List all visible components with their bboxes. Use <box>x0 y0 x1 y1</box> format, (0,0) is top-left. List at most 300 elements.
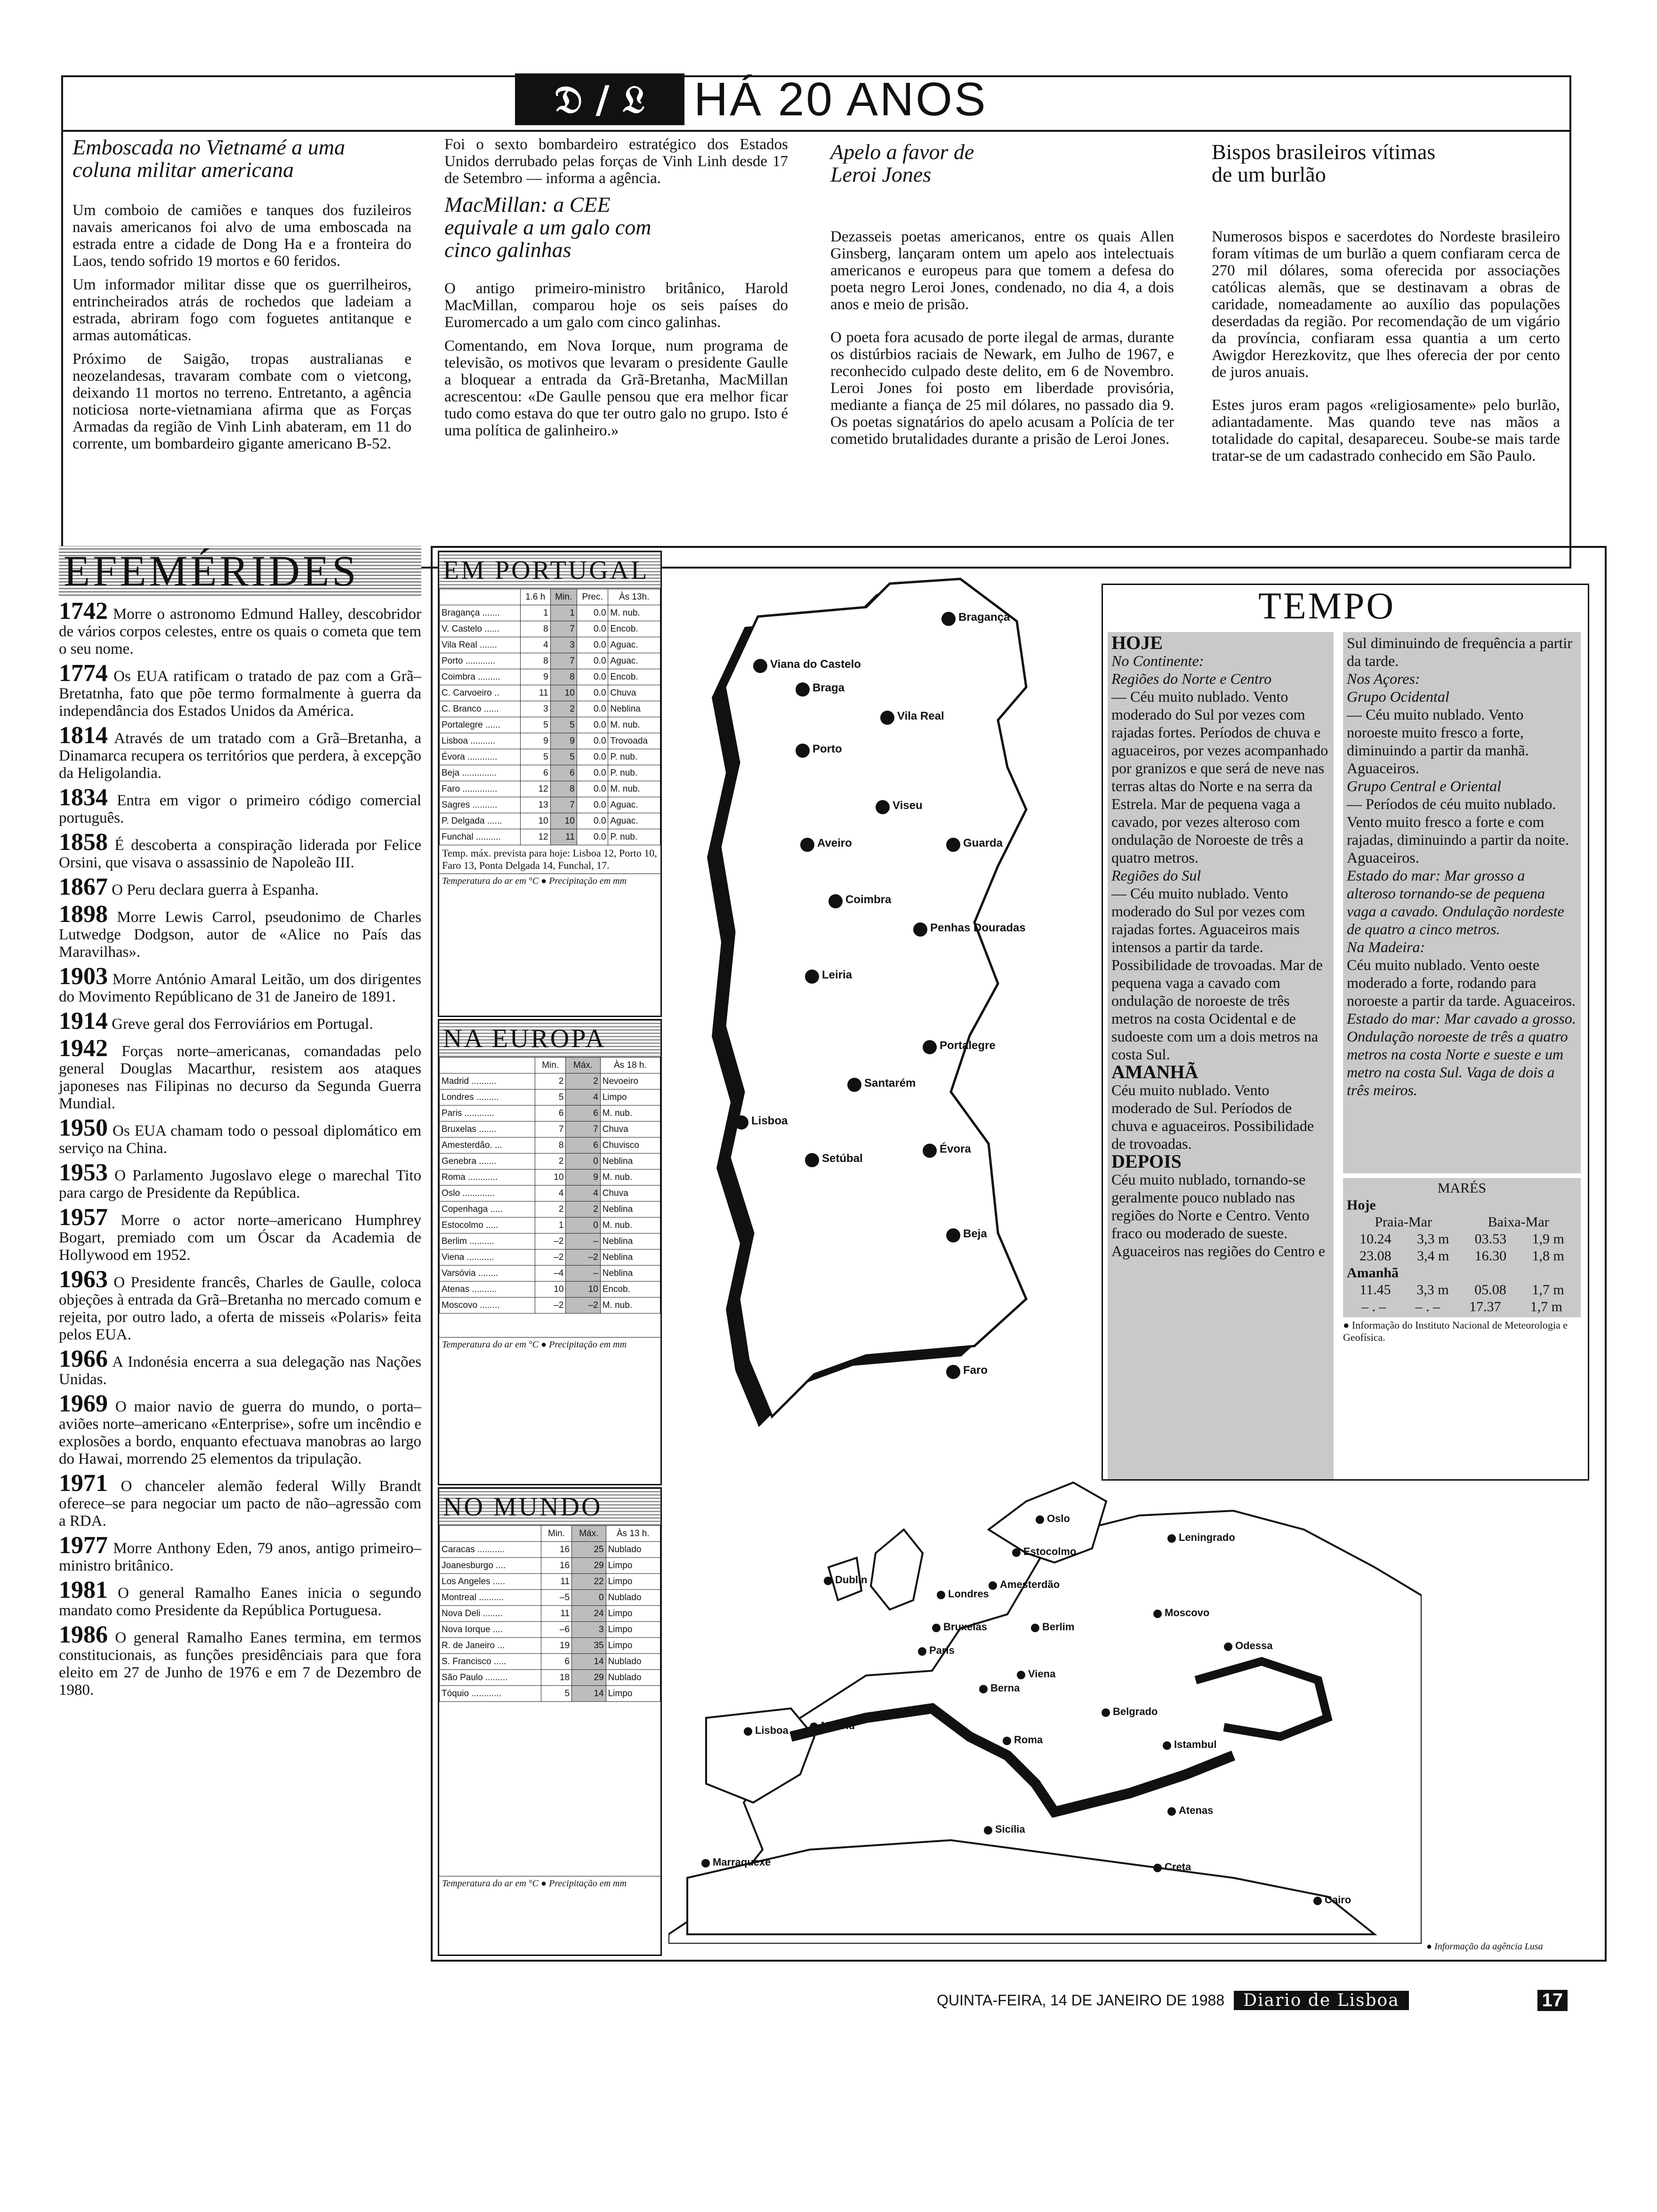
efemeride-item <box>59 1114 422 1157</box>
table-cell: 16 <box>541 1542 572 1558</box>
efemeride-text: Os EUA ratificam o tratado de paz com a Grã–Bretatnha, fato que põe termo formalmente à guerra da independância dos Estados Unidos da América. <box>59 668 422 720</box>
table-cell: 0 <box>566 1154 600 1170</box>
efemeride-year: 1867 <box>59 874 108 900</box>
efemeride-item <box>59 1390 421 1468</box>
table-cell: Aguac. <box>608 813 660 829</box>
table-cell: –2 <box>535 1298 566 1314</box>
table-cell: 6 <box>550 765 577 781</box>
efemeride-text: Morre o astronomo Edmund Halley, descobridor de vários corpos celestes, entre os quais o cometa que tem o seu nome. <box>59 606 422 657</box>
city-label: Coimbra <box>845 893 892 906</box>
mares-cell: 03.53 <box>1474 1231 1507 1247</box>
table-cell: 0.0 <box>577 701 608 717</box>
table-cell: Madrid .......... <box>440 1074 535 1090</box>
mundo-caption: Temperatura do ar em °C ● Precipitação em mm <box>439 1876 660 1891</box>
column-header: Máx. <box>566 1058 600 1074</box>
table-cell: 5 <box>520 717 550 733</box>
europa-table <box>439 1057 660 1314</box>
city-marker <box>923 1040 937 1054</box>
efemeride-year: 1914 <box>59 1008 108 1034</box>
city-marker <box>1224 1643 1232 1651</box>
table-cell: –2 <box>535 1250 566 1266</box>
table-cell: Portalegre ...... <box>440 717 521 733</box>
mundo-table <box>439 1525 660 1702</box>
no-continente: No Continente: <box>1111 652 1204 669</box>
city-label: Moscovo <box>1165 1607 1210 1619</box>
efemeride-year: 1966 <box>59 1346 108 1372</box>
table-cell: 0 <box>566 1218 600 1234</box>
city-marker <box>796 682 810 697</box>
efemeride-text: Greve geral dos Ferroviários em Portugal. <box>112 1016 373 1033</box>
efemeride-year: 1969 <box>59 1390 108 1417</box>
tempo-col2 <box>1343 632 1581 1173</box>
efemeride-year: 1977 <box>59 1532 108 1559</box>
article-title: MacMillan: a CEE equivale a um galo com cinco galinhas <box>444 192 652 262</box>
table-cell: Bragança ....... <box>440 605 521 621</box>
table-cell: 1 <box>550 605 577 621</box>
table-cell: Tóquio ............ <box>440 1686 541 1702</box>
logo-dl: 𝔇 / 𝔏 <box>515 73 684 125</box>
efemeride-text: Morre Lewis Carrol, pseudonimo de Charles Lutwedge Dodgson, autor de «Alice no País das Maravilhas». <box>59 909 422 961</box>
table-cell: Faro .............. <box>440 781 521 797</box>
table-cell: 7 <box>566 1122 600 1138</box>
city-label: Creta <box>1165 1861 1191 1873</box>
table-cell: – <box>566 1234 600 1250</box>
efemeride-item <box>59 660 422 720</box>
article-bispos <box>1212 141 1560 471</box>
table-row <box>440 1638 660 1654</box>
city-label: Belgrado <box>1113 1706 1158 1717</box>
table-cell: 11 <box>541 1574 572 1590</box>
mares-cell: 1,7 m <box>1530 1299 1562 1314</box>
efemerides-list <box>59 598 422 1699</box>
portugal-title: EM PORTUGAL <box>439 552 660 589</box>
amanha-heading: AMANHÃ <box>1111 1061 1199 1082</box>
city-marker <box>1167 1807 1176 1816</box>
table-cell: Atenas .......... <box>440 1282 535 1298</box>
article-vietnam <box>72 136 411 459</box>
table-row <box>440 1202 660 1218</box>
table-cell: Évora ............ <box>440 749 521 765</box>
table-cell: 0.0 <box>577 749 608 765</box>
table-cell: 29 <box>572 1558 606 1574</box>
table-row <box>440 1234 660 1250</box>
table-row <box>440 621 660 637</box>
table-row <box>440 605 660 621</box>
table-cell: 10 <box>535 1170 566 1186</box>
table-cell: 2 <box>566 1074 600 1090</box>
table-cell: 3 <box>572 1622 606 1638</box>
forecast-text: Céu muito nublado. Vento oeste moderado a forte, rodando para noroeste a partir da tarde. Aguaceiros. <box>1347 956 1576 1009</box>
forecast-text: — Céu muito nublado. Vento moderado do Sul por vezes com rajadas fortes. Períodos de chuva e aguaceiros, por vezes acompanhado por granizos e que será de neve nas terras altas do Norte e na serra da Estrela. Mar de pequena vaga a cavado, por vezes alteroso com ondulação de Noroeste de três a quatro metros. <box>1111 688 1328 866</box>
table-row <box>440 765 660 781</box>
table-cell: 4 <box>566 1090 600 1106</box>
table-cell: 2 <box>550 701 577 717</box>
city-marker <box>847 1078 861 1092</box>
table-cell: 2 <box>535 1074 566 1090</box>
table-cell: 0.0 <box>577 813 608 829</box>
column-header <box>440 1526 541 1542</box>
city-marker <box>1003 1737 1011 1745</box>
table-row <box>440 797 660 813</box>
table-cell: Nevoeiro <box>600 1074 660 1090</box>
efemeride-item <box>59 1266 421 1344</box>
mares-amanha: Amanhã <box>1347 1265 1399 1281</box>
city-marker <box>734 1115 748 1130</box>
efemeride-year: 1981 <box>59 1577 108 1603</box>
city-label: Lisboa <box>755 1724 788 1736</box>
table-cell: Neblina <box>600 1250 660 1266</box>
mares-cell: 1,8 m <box>1532 1248 1564 1264</box>
efemeride-text: O Parlamento Jugoslavo elege o marechal Tito para cargo de Presidente da República. <box>59 1167 421 1202</box>
table-cell: 1 <box>535 1218 566 1234</box>
efemeride-text: O maior navio de guerra do mundo, o porta–aviões norte–americano «Enterprise», sofre um incêndio e explosões a bordo, enquanto efectuava manobras ao largo do Hawai, morrendo 25 elementos da tripulação. <box>59 1398 421 1467</box>
column-header: 1.6 h <box>520 589 550 605</box>
table-cell: 29 <box>572 1670 606 1686</box>
table-cell: Nublado <box>606 1670 660 1686</box>
table-cell: Montreal .......... <box>440 1590 541 1606</box>
table-cell: 0.0 <box>577 797 608 813</box>
city-label: Porto <box>812 743 842 755</box>
city-label: Berna <box>990 1682 1020 1694</box>
table-row <box>440 1186 660 1202</box>
column-header: Min. <box>550 589 577 605</box>
table-cell: M. nub. <box>608 605 660 621</box>
europe-map <box>668 1473 1422 1944</box>
paragraph: O antigo primeiro-ministro britânico, Harold MacMillan, comparou hoje os seis países do Euromercado a um galo com cinco galinhas. <box>444 280 788 331</box>
city-marker <box>805 970 819 984</box>
column-header: Prec. <box>577 589 608 605</box>
table-cell: P. nub. <box>608 765 660 781</box>
efemeride-item <box>59 901 422 961</box>
table-cell: Encob. <box>608 669 660 685</box>
column-header: Às 13 h. <box>606 1526 660 1542</box>
efemeride-year: 1971 <box>59 1470 108 1497</box>
table-row <box>440 1574 660 1590</box>
table-row <box>440 733 660 749</box>
table-cell: 8 <box>535 1138 566 1154</box>
table-cell: Coimbra ......... <box>440 669 521 685</box>
table-cell: Limpo <box>600 1090 660 1106</box>
hoje-heading: HOJE <box>1111 632 1163 653</box>
efemeride-text: Os EUA chamam todo o pessoal diplomático em serviço na China. <box>59 1122 422 1157</box>
table-cell: 10 <box>520 813 550 829</box>
city-marker <box>1167 1534 1176 1543</box>
table-cell: 5 <box>550 717 577 733</box>
table-cell: Beja .............. <box>440 765 521 781</box>
table-row <box>440 685 660 701</box>
mares-cell: 17.37 <box>1469 1299 1501 1314</box>
table-cell: Aguac. <box>608 797 660 813</box>
europa-caption: Temperatura do ar em °C ● Precipitação em mm <box>439 1337 660 1352</box>
table-cell: 14 <box>572 1654 606 1670</box>
mares-row <box>1347 1282 1577 1298</box>
column-header: Às 13h. <box>608 589 660 605</box>
paragraph: Próximo de Saigão, tropas australianas e neozelandesas, travaram combate com o vietcong, deixando 11 mortos no terreno. Entretanto, a agência noticiosa norte-vietnamiana afirma que as Forças Armadas da região de Vinh Linh abateram, em 11 do corrente, um bombardeiro gigante americano B-52. <box>72 351 411 452</box>
city-marker <box>1036 1515 1044 1524</box>
city-label: Beja <box>963 1227 987 1240</box>
portugal-caption: Temperatura do ar em °C ● Precipitação em mm <box>442 876 627 886</box>
efemeride-year: 1953 <box>59 1159 108 1186</box>
footer-paper: Diario de Lisboa <box>1234 1991 1409 2010</box>
column-header: Máx. <box>572 1526 606 1542</box>
table-cell: Limpo <box>606 1622 660 1638</box>
article-title: Apelo a favor de Leroi Jones <box>830 140 974 186</box>
mares-cell: 3,3 m <box>1416 1282 1449 1298</box>
table-cell: 12 <box>520 829 550 845</box>
city-label: Santarém <box>864 1077 916 1090</box>
mares-row <box>1347 1248 1577 1265</box>
table-cell: Amesterdão. ... <box>440 1138 535 1154</box>
table-cell: Aguac. <box>608 637 660 653</box>
article-title: Emboscada no Vietnamé a uma coluna militar americana <box>72 135 346 182</box>
efemeride-item <box>59 963 421 1006</box>
mundo-table-box <box>438 1487 662 1956</box>
efemeride-item <box>59 1346 421 1388</box>
table-row <box>440 749 660 765</box>
city-marker <box>1313 1897 1322 1905</box>
table-cell: M. nub. <box>600 1298 660 1314</box>
tempo-col1 <box>1108 632 1334 1479</box>
table-cell: 0.0 <box>577 765 608 781</box>
table-cell: 6 <box>566 1138 600 1154</box>
efemeride-year: 1903 <box>59 963 108 990</box>
efemeride-item <box>59 1035 422 1113</box>
city-label: Atenas <box>1179 1804 1214 1816</box>
table-cell: 9 <box>550 733 577 749</box>
table-row <box>440 1558 660 1574</box>
table-cell: 8 <box>550 669 577 685</box>
table-cell: 3 <box>520 701 550 717</box>
table-cell: 7 <box>550 621 577 637</box>
city-marker <box>828 894 843 908</box>
mares-cell: 11.45 <box>1359 1282 1391 1298</box>
masthead-title: HÁ 20 ANOS <box>694 72 988 126</box>
table-cell: 0.0 <box>577 653 608 669</box>
city-label: Leningrado <box>1179 1531 1235 1543</box>
table-cell: 0.0 <box>577 733 608 749</box>
table-cell: Porto ............ <box>440 653 521 669</box>
city-marker <box>876 800 890 814</box>
table-cell: Bruxelas ....... <box>440 1122 535 1138</box>
table-cell: Sagres .......... <box>440 797 521 813</box>
portugal-land <box>720 579 1026 1417</box>
table-cell: 11 <box>541 1606 572 1622</box>
efemeride-item <box>59 829 422 872</box>
table-cell: 0 <box>572 1590 606 1606</box>
mares-cell: 3,3 m <box>1416 1231 1449 1247</box>
city-marker <box>937 1591 945 1599</box>
table-cell: 5 <box>541 1686 572 1702</box>
table-cell: –2 <box>566 1298 600 1314</box>
table-row <box>440 653 660 669</box>
paragraph: Dezasseis poetas americanos, entre os quais Allen Ginsberg, lançaram ontem um apelo aos intelectuais americanos e europeus para que tomem a defesa do poeta negro Leroi Jones, condenado, no dia 4, a dois anos e meio de prisão. <box>830 228 1174 313</box>
table-cell: –2 <box>566 1250 600 1266</box>
efemeride-text: A Indonésia encerra a sua delegação nas Nações Unidas. <box>59 1354 421 1388</box>
table-cell: M. nub. <box>600 1218 660 1234</box>
nos-acores: Nos Açores: <box>1347 670 1420 687</box>
city-label: Aveiro <box>817 837 852 850</box>
mares-title: MARÉS <box>1437 1180 1487 1196</box>
tempo-box <box>1102 584 1589 1481</box>
table-cell: 19 <box>541 1638 572 1654</box>
table-cell: Nova Deli ........ <box>440 1606 541 1622</box>
city-label: Odessa <box>1235 1640 1273 1651</box>
efemeride-item <box>59 784 421 827</box>
table-cell: 5 <box>520 749 550 765</box>
portugal-map <box>668 565 1102 1450</box>
table-cell: Chuva <box>608 685 660 701</box>
table-cell: Neblina <box>600 1154 660 1170</box>
efemeride-year: 1858 <box>59 829 108 856</box>
forecast-text: Sul diminuindo de frequência a partir da tarde. <box>1347 634 1572 669</box>
table-cell: Los Angeles ..... <box>440 1574 541 1590</box>
table-cell: Viena ........... <box>440 1250 535 1266</box>
table-cell: S. Francisco ..... <box>440 1654 541 1670</box>
table-cell: 10 <box>550 813 577 829</box>
mares-cell: 3,4 m <box>1416 1248 1449 1264</box>
city-marker <box>946 838 960 852</box>
map-caption: ● Informação da agência Lusa <box>1426 1941 1543 1952</box>
efemeride-year: 1963 <box>59 1266 108 1293</box>
table-cell: Limpo <box>606 1558 660 1574</box>
table-cell: 7 <box>550 653 577 669</box>
table-row <box>440 637 660 653</box>
table-cell: M. nub. <box>600 1170 660 1186</box>
masthead <box>515 72 988 127</box>
table-row <box>440 669 660 685</box>
table-cell: 6 <box>541 1654 572 1670</box>
table-row <box>440 1266 660 1282</box>
city-marker <box>989 1581 997 1590</box>
table-row <box>440 1606 660 1622</box>
column-header <box>440 589 521 605</box>
city-marker <box>824 1577 832 1585</box>
column-header: Às 18 h. <box>600 1058 660 1074</box>
estado-mar: Estado do mar: Mar grosso a alteroso tornando-se de pequena vaga a cavado. Ondulação nordeste de quatro a cinco metros. <box>1347 867 1564 938</box>
portugal-table-box <box>438 551 662 1017</box>
table-row <box>440 1590 660 1606</box>
paragraph: O poeta fora acusado de porte ilegal de armas, durante os distúrbios raciais de Newark, em Julho de 1967, e reconhecido culpado deste delito, em 6 de Novembro. Leroi Jones foi posto em liberdade provisória, mediante a fiança de 25 mil dólares, no passado dia 9. Os poetas signatários do apelo acusam a Polícia de ter cometido brutalidades durante a prisão de Leroi Jones. <box>830 329 1174 448</box>
mares-cell: 1,9 m <box>1532 1231 1564 1247</box>
mares-cell: 1,7 m <box>1532 1282 1564 1298</box>
table-cell: R. de Janeiro ... <box>440 1638 541 1654</box>
city-label: Braga <box>812 681 845 694</box>
table-row <box>440 1298 660 1314</box>
norte-centro: Regiões do Norte e Centro <box>1111 670 1272 687</box>
mares-cell: – . – <box>1415 1299 1440 1314</box>
table-cell: Neblina <box>600 1266 660 1282</box>
table-cell: Limpo <box>606 1686 660 1702</box>
table-cell: Neblina <box>600 1234 660 1250</box>
table-cell: 0.0 <box>577 829 608 845</box>
table-cell: Chuva <box>600 1122 660 1138</box>
table-cell: Roma ............ <box>440 1170 535 1186</box>
portugal-note: Temp. máx. prevista para hoje: Lisboa 12, Porto 10, Faro 13, Ponta Delgada 14, Funchal, 17. <box>439 845 660 874</box>
city-label: Lisboa <box>751 1114 788 1127</box>
table-cell: 0.0 <box>577 685 608 701</box>
table-cell: Aguac. <box>608 653 660 669</box>
city-marker <box>753 659 767 673</box>
city-label: Penhas Douradas <box>930 922 1026 934</box>
table-cell: Nublado <box>606 1542 660 1558</box>
table-cell: Vila Real ....... <box>440 637 521 653</box>
table-row <box>440 813 660 829</box>
table-row <box>440 1654 660 1670</box>
table-cell: 22 <box>572 1574 606 1590</box>
efemeride-item <box>59 722 421 782</box>
table-cell: 8 <box>520 621 550 637</box>
table-row <box>440 1670 660 1686</box>
mares-row <box>1347 1298 1577 1315</box>
table-cell: Caracas ........... <box>440 1542 541 1558</box>
table-row <box>440 781 660 797</box>
mares-cell: 16.30 <box>1474 1248 1507 1264</box>
table-cell: 16 <box>541 1558 572 1574</box>
table-cell: Varsóvia ........ <box>440 1266 535 1282</box>
table-cell: 14 <box>572 1686 606 1702</box>
forecast-text: — Períodos de céu muito nublado. Vento muito fresco a forte e com rajadas, diminuindo a partir da noite. Aguaceiros. <box>1347 795 1569 866</box>
table-cell: 7 <box>535 1122 566 1138</box>
table-cell: C. Carvoeiro .. <box>440 685 521 701</box>
paragraph: Estes juros eram pagos «religiosamente» pelo burlão, adiantadamente. Mas quando teve nas mãos a totalidade do capital, desapareceu. Soube-se mais tarde tratar-se de um cadastrado conhecido em São Paulo. <box>1212 397 1560 465</box>
mares-cell: 05.08 <box>1474 1282 1506 1298</box>
city-marker <box>923 1144 937 1158</box>
grupo-ocidental: Grupo Ocidental <box>1347 688 1449 705</box>
table-cell: Nublado <box>606 1590 660 1606</box>
table-cell: C. Branco ...... <box>440 701 521 717</box>
table-row <box>440 1154 660 1170</box>
city-label: Guarda <box>963 837 1003 850</box>
city-marker <box>744 1727 752 1736</box>
city-marker <box>880 711 894 725</box>
city-label: Vila Real <box>897 710 944 722</box>
table-row <box>440 1106 660 1122</box>
efemeride-year: 1742 <box>59 598 108 625</box>
city-label: Londres <box>948 1588 989 1600</box>
efemeride-item <box>59 1008 421 1034</box>
table-cell: –6 <box>541 1622 572 1638</box>
table-cell: 25 <box>572 1542 606 1558</box>
table-row <box>440 1090 660 1106</box>
city-label: Viana do Castelo <box>770 658 861 671</box>
city-label: Bragança <box>958 611 1010 624</box>
forecast-text: Céu muito nublado. Vento moderado de Sul. Períodos de chuva e aguaceiros. Possibilidade de trovoadas. <box>1111 1082 1314 1152</box>
table-cell: 18 <box>541 1670 572 1686</box>
city-marker <box>800 838 814 852</box>
table-cell: Neblina <box>608 701 660 717</box>
table-cell: 0.0 <box>577 621 608 637</box>
efemeride-text: Entra em vigor o primeiro código comercial português. <box>59 792 421 826</box>
city-marker <box>932 1624 941 1632</box>
table-row <box>440 717 660 733</box>
table-cell: 2 <box>535 1154 566 1170</box>
forecast-text: — Céu muito nublado. Vento noroeste muito fresco a forte, diminuindo a partir da manhã. Aguaceiros. <box>1347 706 1529 777</box>
table-cell: 2 <box>566 1202 600 1218</box>
table-cell: M. nub. <box>608 781 660 797</box>
table-row <box>440 1170 660 1186</box>
table-cell: –2 <box>535 1234 566 1250</box>
table-cell: Joanesburgo .... <box>440 1558 541 1574</box>
table-cell: 35 <box>572 1638 606 1654</box>
city-marker <box>1012 1548 1021 1557</box>
table-cell: Oslo ............. <box>440 1186 535 1202</box>
sul-heading: Regiões do Sul <box>1111 867 1201 884</box>
table-cell: M. nub. <box>608 717 660 733</box>
efemeride-year: 1814 <box>59 722 108 749</box>
grupo-central: Grupo Central e Oriental <box>1347 777 1501 794</box>
table-cell: 0.0 <box>577 781 608 797</box>
city-label: Viena <box>1028 1668 1056 1680</box>
